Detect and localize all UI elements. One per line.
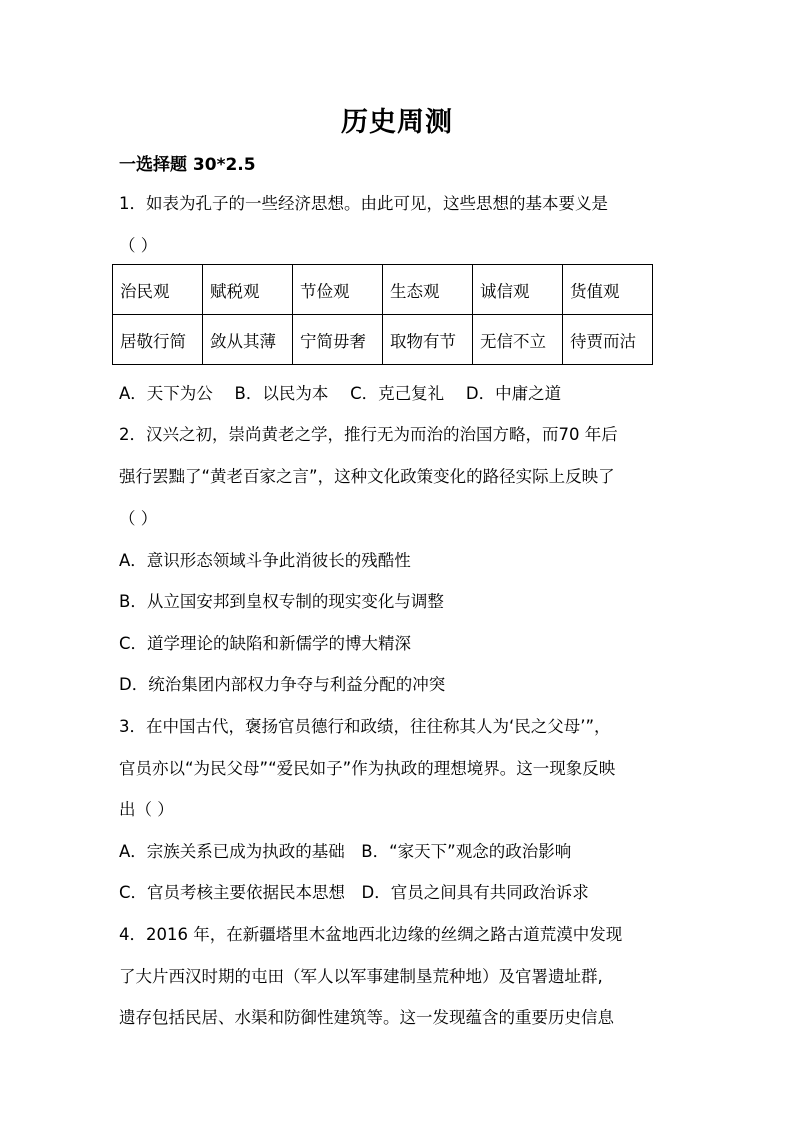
q3-options-ab: A．宗族关系已成为执政的基础 B．“家天下”观念的政治影响 — [119, 842, 572, 861]
q3-line-1: 3．在中国古代，褒扬官员德行和政绩，往往称其人为‘民之父母’”， — [119, 717, 611, 736]
table-cell: 货值观 — [563, 265, 653, 315]
table-cell: 待贾而沽 — [563, 315, 653, 365]
q4-line-1: 4．2016 年，在新疆塔里木盆地西北边缘的丝绸之路古道荒漠中发现 — [119, 925, 623, 944]
q3-line-2: 官员亦以“为民父母”“爱民如子”作为执政的理想境界。这一现象反映 — [119, 759, 616, 778]
page-title: 历史周测 — [341, 107, 453, 138]
table-cell: 无信不立 — [473, 315, 563, 365]
q2-line-2: 强行罢黜了“黄老百家之言”，这种文化政策变化的路径实际上反映了 — [119, 467, 615, 486]
q1-stem: 1．如表为孔子的一些经济思想。由此可见，这些思想的基本要义是 — [119, 194, 608, 213]
q1-paren: （ ） — [119, 236, 158, 255]
economic-thought-table — [112, 264, 653, 365]
table-value-row — [113, 315, 653, 365]
section-heading: 一选择题 30*2.5 — [119, 155, 256, 175]
q2-line-1: 2．汉兴之初，崇尚黄老之学，推行无为而治的治国方略，而70 年后 — [119, 425, 618, 444]
table-cell: 诚信观 — [473, 265, 563, 315]
q3-line-3: 出（ ） — [119, 800, 174, 819]
table-cell: 取物有节 — [383, 315, 473, 365]
table-cell: 生态观 — [383, 265, 473, 315]
q3-options-cd: C．官员考核主要依据民本思想 D．官员之间具有共同政治诉求 — [119, 883, 589, 902]
table-cell: 节俭观 — [293, 265, 383, 315]
q2-option-a: A．意识形态领域斗争此消彼长的残酷性 — [119, 551, 411, 570]
table-cell: 敛从其薄 — [203, 315, 293, 365]
table-header-row — [113, 265, 653, 315]
table-cell: 赋税观 — [203, 265, 293, 315]
table-cell: 居敬行简 — [113, 315, 203, 365]
q4-line-2: 了大片西汉时期的屯田（军人以军事建制垦荒种地）及官署遗址群, — [119, 967, 603, 986]
q2-option-c: C．道学理论的缺陷和新儒学的博大精深 — [119, 634, 412, 653]
q2-option-b: B．从立国安邦到皇权专制的现实变化与调整 — [119, 592, 444, 611]
table-cell: 治民观 — [113, 265, 203, 315]
q2-option-d: D．统治集团内部权力争夺与利益分配的冲突 — [119, 675, 446, 694]
q1-options: A．天下为公 B．以民为本 C．克己复礼 D．中庸之道 — [119, 384, 562, 403]
q2-paren: （ ） — [119, 509, 158, 528]
table-cell: 宁简毋奢 — [293, 315, 383, 365]
q4-line-3: 遗存包括民居、水渠和防御性建筑等。这一发现蕴含的重要历史信息 — [119, 1008, 614, 1027]
